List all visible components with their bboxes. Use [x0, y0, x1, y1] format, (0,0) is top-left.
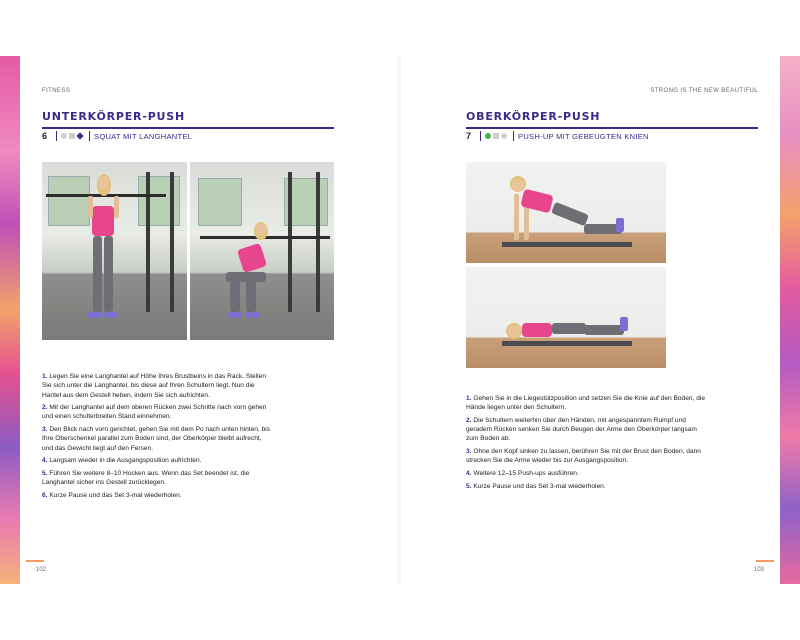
divider — [480, 131, 481, 141]
step-text: Führen Sie weitere 8–10 Hocken aus. Wenn das Set beendet ist, die Langhantel sicher ins Gestell zurücklegen. — [42, 469, 250, 487]
running-head-left: FITNESS — [42, 88, 71, 94]
right-page-edge-decoration — [780, 56, 800, 584]
step-item — [466, 469, 706, 478]
book-gutter — [398, 56, 402, 584]
left-exercise-header — [42, 130, 192, 142]
left-instruction-steps — [42, 372, 274, 503]
step-item — [42, 469, 274, 488]
right-section-title: OBERKÖRPER-PUSH — [466, 110, 601, 123]
right-instruction-steps — [466, 394, 706, 494]
left-page-number: 102 — [36, 567, 47, 573]
right-page-number: 103 — [753, 567, 764, 573]
step-item — [42, 456, 274, 465]
difficulty-square-icon — [493, 133, 499, 139]
right-folio-accent — [756, 560, 774, 562]
step-text: Den Blick nach vorn gerichtet, gehen Sie mit dem Po nach unten hinten, bis Ihre Oberschenkel parallel zum Boden sind, der Oberkörper bleibt aufrecht, und das Gewicht liegt auf den Fersen. — [42, 426, 270, 452]
left-section-title: UNTERKÖRPER-PUSH — [42, 110, 186, 123]
step-item — [466, 447, 706, 466]
step-text: Mit der Langhantel auf dem oberen Rücken zwei Schritte nach vorn gehen und einen schulterbreiten Stand einnehmen. — [42, 404, 267, 421]
step-number: 3. — [42, 426, 48, 434]
step-text: Die Schultern weiterhin über den Händen, mit angespanntem Rumpf und geradem Rücken senken Sie durch Beugen der Arme den Oberkörper langsam zum Boden ab. — [466, 416, 697, 443]
left-page-edge-decoration — [0, 56, 20, 584]
step-number: 5. — [42, 469, 48, 477]
step-item — [466, 394, 706, 413]
step-text: Legen Sie eine Langhantel auf Höhe Ihres Brustbeins in das Rack. Stellen Sie sich unter die Langhantel, bis diese auf Ihren Schultern liegt. Nun die Hantel aus dem Gestell heben, indem Sie sich aufrichten. — [42, 373, 266, 399]
squat-start-photo — [42, 162, 187, 340]
step-number: 4. — [466, 469, 472, 477]
left-title-rule — [42, 127, 334, 129]
step-item — [42, 372, 274, 400]
divider — [56, 131, 57, 141]
step-text: Kurze Pause und das Set 3-mal wiederholen. — [473, 482, 606, 490]
step-item — [42, 491, 274, 500]
step-item — [42, 425, 274, 453]
exercise-name: PUSH-UP MIT GEBEUGTEN KNIEN — [518, 131, 649, 141]
difficulty-circle-icon — [485, 133, 491, 139]
step-number: 2. — [466, 416, 472, 424]
running-head-right: STRONG IS THE NEW BEAUTIFUL — [650, 88, 758, 94]
step-item — [42, 403, 274, 422]
left-folio-accent — [26, 560, 44, 562]
difficulty-diamond-icon — [76, 132, 83, 139]
step-number: 1. — [42, 373, 48, 380]
squat-bottom-photo — [190, 162, 334, 340]
step-number: 3. — [466, 448, 472, 456]
exercise-number: 7 — [466, 131, 472, 141]
step-text: Weitere 12–15 Push-ups ausführen. — [473, 469, 579, 477]
pushup-bottom-photo — [466, 267, 666, 368]
right-exercise-header — [466, 130, 649, 142]
step-number: 1. — [466, 395, 472, 402]
step-text: Ohne den Kopf sinken zu lassen, berühren Sie mit der Brust den Boden, dann strecken Sie die Arme wieder bis zur Ausgangsposition. — [466, 448, 701, 465]
divider — [89, 131, 90, 141]
step-text: Gehen Sie in die Liegestützposition und setzen Sie die Knie auf den Boden, die Hände liegen unter den Schultern. — [466, 395, 706, 412]
difficulty-diamond-icon — [500, 132, 507, 139]
exercise-name: SQUAT MIT LANGHANTEL — [94, 131, 193, 141]
step-item — [466, 416, 706, 444]
exercise-number: 6 — [42, 131, 48, 141]
step-number: 4. — [42, 457, 48, 465]
right-title-rule — [466, 127, 758, 129]
step-text: Kurze Pause und das Set 3-mal wiederholen. — [49, 491, 182, 499]
step-text: Langsam wieder in die Ausgangsposition aufrichten. — [49, 457, 202, 465]
difficulty-square-icon — [69, 133, 75, 139]
step-number: 6. — [42, 491, 48, 499]
step-number: 5. — [466, 482, 472, 490]
pushup-start-photo — [466, 162, 666, 263]
step-item — [466, 482, 706, 491]
difficulty-circle-icon — [61, 133, 67, 139]
divider — [513, 131, 514, 141]
step-number: 2. — [42, 404, 48, 412]
